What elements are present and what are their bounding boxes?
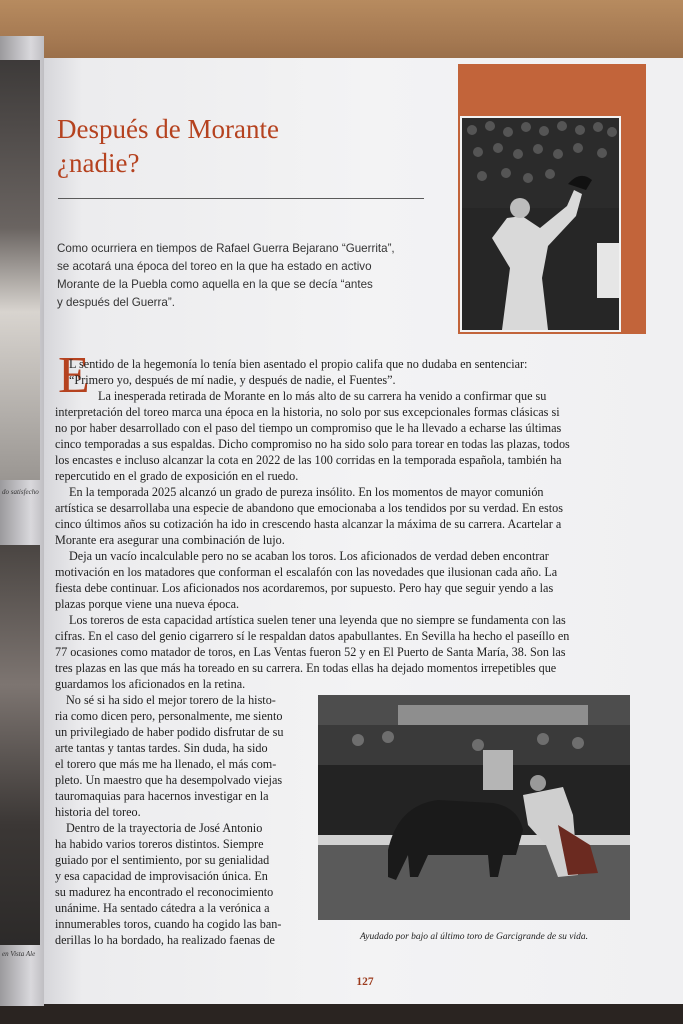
column-line: innumerables toros, cuando ha cogido las ban- [55,917,282,931]
left-page-photo-top [0,60,40,480]
body-line: interpretación del toreo marca una época en la historia, no solo por sus excepcionales formas clásicas si [55,405,560,419]
lede-line: y después del Guerra”. [57,296,175,309]
body-line: repercutido en el grado de exposición en el ruedo. [55,469,299,483]
bullfighter-salute-photo [460,116,621,332]
body-line: cifras. En el caso del genio cigarrero sí le respaldan datos apabullantes. En Sevilla ha hecho el paseíllo en [55,629,570,643]
left-page-photo-bottom [0,545,40,945]
body-line: tres plazas en las que más ha toreado en su carrera. En todas ellas ha dejado momentos irrepetibles que [55,661,557,675]
body-line: En la temporada 2025 alcanzó un grado de pureza insólito. En los momentos de mayor comunión [69,485,544,499]
body-line: guardamos los aficionados en la retina. [55,677,246,691]
article-title-line-2: ¿nadie? [57,148,140,178]
body-line: “Primero yo, después de mí nadie, y después de nadie, el Fuentes”. [69,373,396,387]
column-line: el torero que más me ha llenado, el más com- [55,757,277,771]
article-title-line-1: Después de Morante [57,114,279,144]
body-line: Deja un vacío incalculable pero no se acaban los toros. Los aficionados de verdad deben encontrar [69,549,549,563]
column-line: guiado por el sentimiento, por su genialidad [55,853,270,867]
drop-cap: E [58,347,90,404]
column-line: un privilegiado de haber podido disfrutar de su [55,725,284,739]
body-line: artística se desarrollaba una especie de abandono que emocionaba a los tendidos por su verdad. En estos [55,501,563,515]
column-line: derillas lo ha bordado, ha realizado faenas de [55,933,275,947]
article-lede [57,240,425,312]
body-line: fiesta debe continuar. Los aficionados nos acordaremos, por supuesto. Pero hay que seguir yendo a las [55,581,554,595]
body-line: motivación en los matadores que conforman el escalafón con las novedades que ilusionan cada año. La [55,565,558,579]
body-line: plazas porque viene una nueva época. [55,597,240,611]
column-line: Dentro de la trayectoria de José Antonio [66,821,263,835]
left-page-caption-2: en Vista Ale [2,950,36,958]
lede-line: Morante de la Puebla como aquella en la que se decía “antes [57,278,373,291]
body-line: cinco últimos años su cotización ha ido in crescendo hasta alcanzar la máxima de su carrera. Acartelar a [55,517,562,531]
lede-line: se acotará una época del toreo en la que ha estado en activo [57,260,372,273]
bullfighter-salute-illustration [462,118,619,330]
column-line: ha habido varios toreros distintos. Siempre [55,837,264,851]
column-line: y esa capacidad de improvisación única. En [55,869,268,883]
column-line: pleto. Un maestro que ha desempolvado viejas [55,773,283,787]
bullfight-illustration [318,695,630,920]
body-line: cinco temporadas a sus espaldas. Dicho compromiso no ha sido solo para torear en todas las plazas, todos [55,437,570,451]
body-line: 77 ocasiones como matador de toros, en Las Ventas fueron 52 y en El Puerto de Santa María, 38. Son las [55,645,566,659]
bullfight-photo [318,695,630,920]
lede-line: Como ocurriera en tiempos de Rafael Guerra Bejarano “Guerrita”, [57,242,395,255]
body-line: no por haber desarrollado con el paso del tiempo un compromiso que le ha llevado a echarse las últimas [55,421,562,435]
body-line: los encastes e incluso alcanzar la cota en 2022 de las 100 corridas en la temporada española, también ha [55,453,562,467]
page-number: 127 [356,976,374,988]
body-line: Morante era asegurar una combinación de lujo. [55,533,285,547]
column-line: unánime. Ha sentado cátedra a la verónica a [55,901,270,915]
body-line: La inesperada retirada de Morante en lo más alto de su carrera ha venido a confirmar que su [98,389,547,403]
body-line: L sentido de la hegemonía lo tenía bien asentado el propio califa que no dudaba en sentenciar: [69,357,528,371]
column-line: historia del toreo. [55,805,141,819]
article-title [57,112,417,180]
column-line: arte tantas y tantas tardes. Sin duda, ha sido [55,741,268,755]
column-line: ria como dicen pero, personalmente, me siento [55,709,283,723]
column-line: No sé si ha sido el mejor torero de la histo- [66,693,276,707]
left-page-caption: do satisfecho [2,488,39,496]
body-line: Los toreros de esta capacidad artística suelen tener una leyenda que no siempre se fundamenta con las [69,613,566,627]
photo-caption: Ayudado por bajo al último toro de Garcigrande de su vida. [359,932,589,942]
title-divider [58,198,424,199]
column-line: su madurez ha encontrado el reconocimiento [55,885,274,899]
column-line: tauromaquias para hacernos investigar en la [55,789,269,803]
